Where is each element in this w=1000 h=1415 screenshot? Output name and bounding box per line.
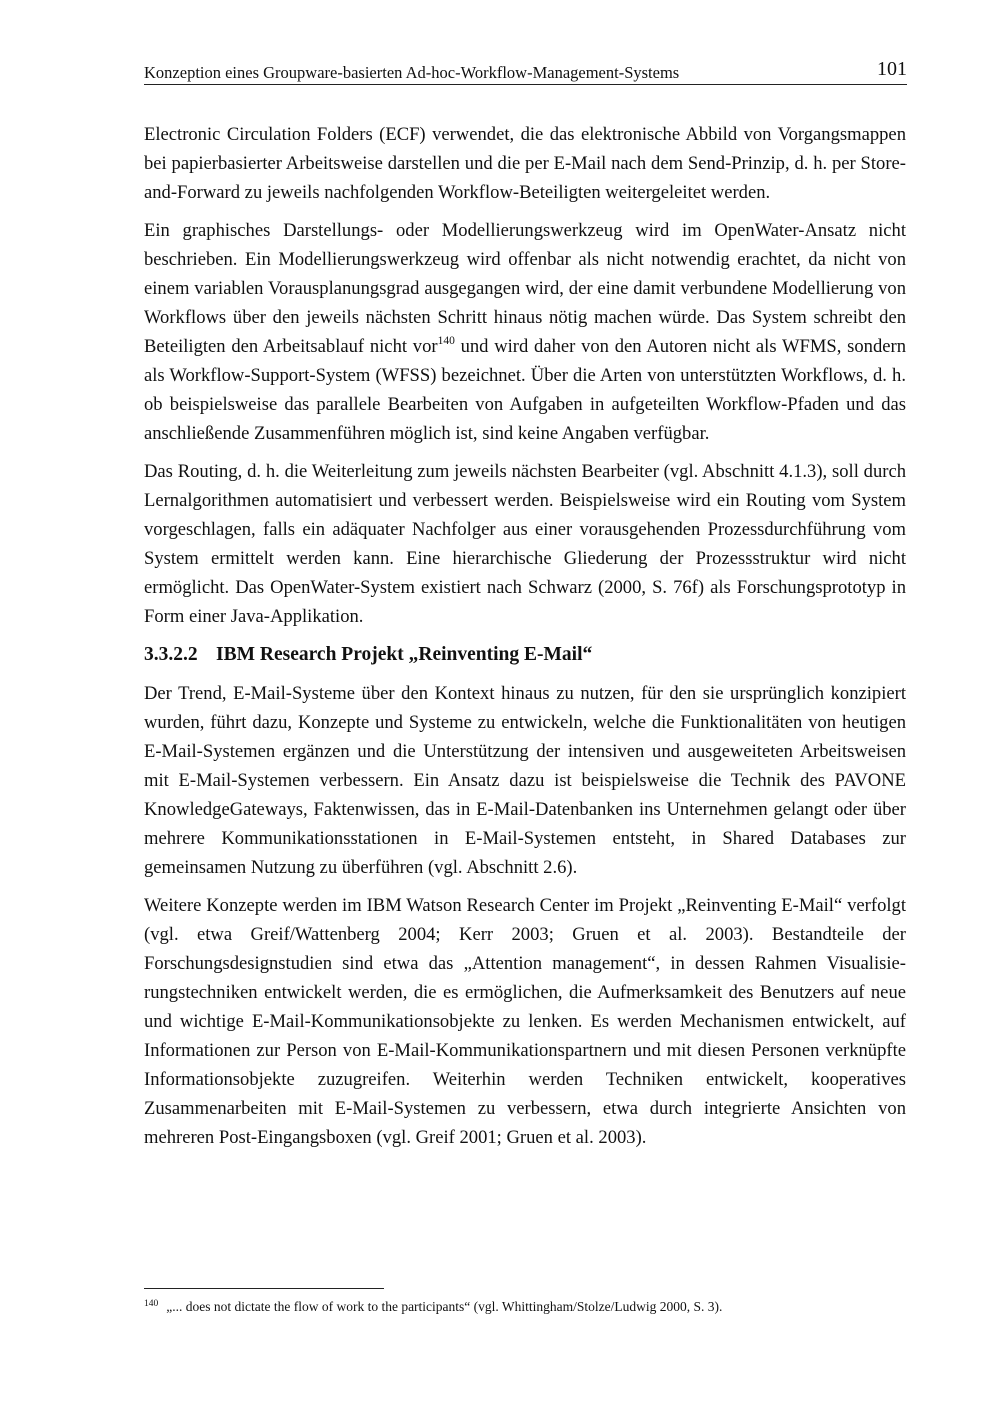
footnote-separator <box>144 1288 384 1289</box>
footnote-text: „... does not dictate the flow of work to the participants“ (vgl. Whittingham/Stolze/Ludwig 2000, S. 3). <box>166 1299 723 1314</box>
section-heading <box>144 640 906 669</box>
footnote-number: 140 <box>144 1299 159 1309</box>
paragraph: Das Routing, d. h. die Weiterleitung zum jeweils nächsten Bearbeiter (vgl. Abschnitt 4.1.3), soll durch Lernalgorithmen automatisiert und verbessert werden. Beispielsweise wird ein Routing vom System vorgeschlagen, falls ein adäquater Nachfolger aus einer vorausgehenden Prozessdurchführung vom System ermittelt werden kann. Eine hierarchische Gliederung der Prozessstruktur wird nicht ermöglicht. Das OpenWater-System existiert nach Schwarz (2000, S. 76f) als Forschungsprototyp in Form einer Java-Applikation. <box>144 461 906 627</box>
body-text <box>144 120 906 1161</box>
paragraph: Weitere Konzepte werden im IBM Watson Research Center im Projekt „Reinventing E-Mail“ verfolgt (vgl. etwa Greif/Wattenberg 2004; Kerr 2003; Gruen et al. 2003). Bestandteile der Forschungsdesignstudien sind etwa das „Attention management“, in dessen Rahmen Visualisierungstechniken entwickelt werden, die es ermöglichen, die Aufmerksamkeit des Benutzers auf neue und wichtige E-Mail-Kommunikationsobjekte zu lenken. Es werden Mechanismen entwickelt, auf Informationen zur Person von E-Mail-Kommunikationspartnern und mit diesen Personen verknüpfte Informationsobjekte zuzugreifen. Weiterhin werden Techniken entwickelt, kooperatives Zusammenarbeiten mit E-Mail-Systemen zu verbessern, etwa durch integrierte Ansichten von mehreren Post-Eingangsboxen (vgl. Greif 2001; Gruen et al. 2003). <box>144 895 906 1148</box>
paragraph: Electronic Circulation Folders (ECF) verwendet, die das elektronische Abbild von Vorgangsmappen bei papierbasierter Arbeitsweise darstellen und die per E-Mail nach dem Send-Prinzip, d. h. per Store-and-Forward zu jeweils nachfolgenden Workflow-Beteiligten weitergeleitet werden. <box>144 124 906 203</box>
paragraph: Der Trend, E-Mail-Systeme über den Kontext hinaus zu nutzen, für den sie ursprünglich konzipiert wurden, führt dazu, Konzepte und Systeme zu entwickeln, welche die Funktionalitäten von heutigen E-Mail-Systemen ergänzen und die Unterstützung der intensiven und ausgeweiteten Arbeitsweisen mit E-Mail-Systemen verbessern. Ein Ansatz dazu ist beispielsweise die Technik des PAVONE KnowledgeGateways, Faktenwissen, das in E-Mail-Datenbanken ins Unternehmen gelangt oder über mehrere Kommunikationsstationen in E-Mail-Systemen entsteht, in Shared Databases zur gemeinsamen Nutzung zu überführen (vgl. Abschnitt 2.6). <box>144 683 906 878</box>
running-header <box>144 58 907 85</box>
paragraph-with-footnote-ref <box>144 216 906 448</box>
paragraph-text: und wird daher von den Autoren nicht als WFMS, sondern als Workflow-Support-System (WFSS) bezeichnet. Über die Arten von unterstützten Workflows, d. h. ob beispielsweise das parallele Bearbeiten von Aufgaben in aufgeteilten Workflow-Pfaden und das anschließende Zusammenführen möglich ist, sind keine Angaben verfügbar. <box>144 336 906 444</box>
paragraph-text: Ein graphisches Darstellungs- oder Modellierungswerkzeug wird im OpenWater-Ansatz nicht beschrieben. Ein Modellierungswerkzeug wird offenbar als nicht notwendig erachtet, da nicht von einem variablen Vorausplanungsgrad ausgegangen wird, der eine damit verbundene Modellierung von Workflows über den jeweils nächsten Schritt hinaus nötig machen würde. Das System schreibt den Beteiligten den Arbeitsablauf nicht vor <box>144 220 906 357</box>
page-number: 101 <box>877 58 907 80</box>
section-title: IBM Research Projekt „Reinventing E-Mail“ <box>216 644 593 665</box>
header-title: Konzeption eines Groupware-basierten Ad-hoc-Workflow-Management-Systems <box>144 63 680 82</box>
footnote-reference[interactable]: 140 <box>437 335 455 347</box>
section-number: 3.3.2.2 <box>144 644 198 665</box>
footnote <box>144 1295 906 1316</box>
